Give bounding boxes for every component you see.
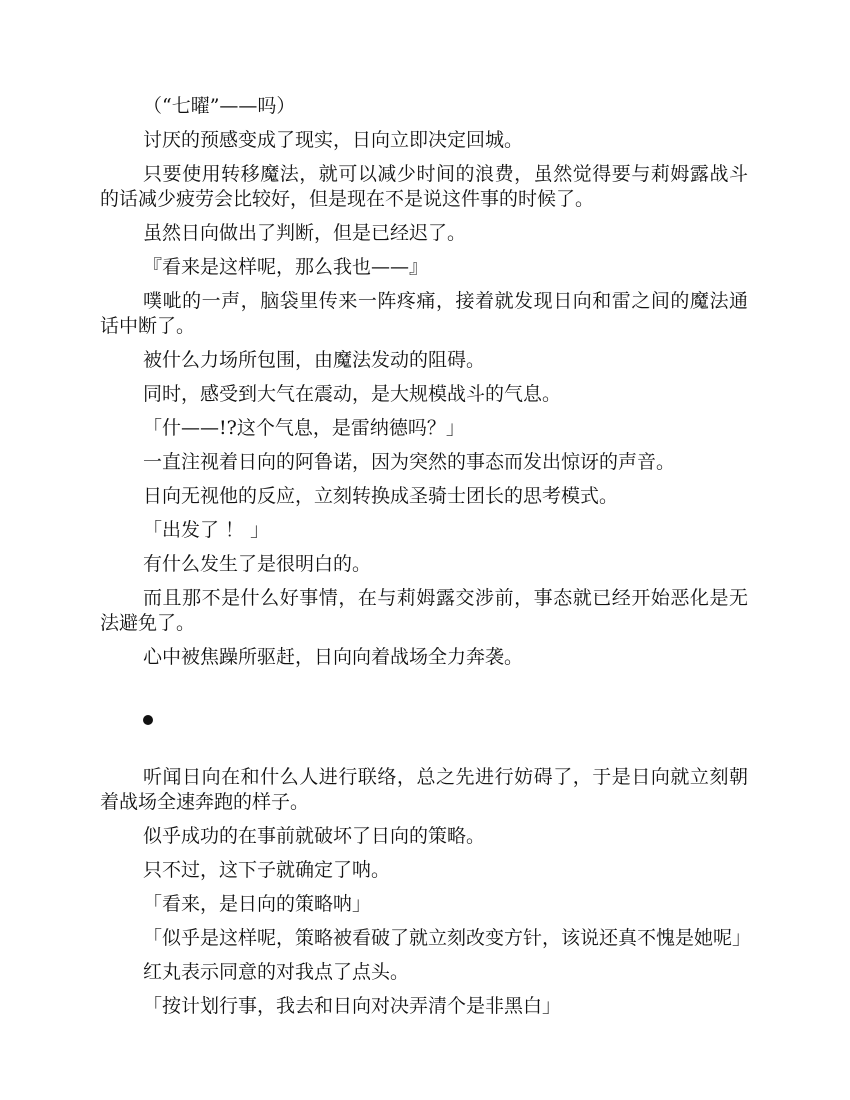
paragraph: 而且那不是什么好事情，在与莉姆露交涉前，事态就已经开始恶化是无法避免了。 (100, 587, 748, 634)
paragraph: 心中被焦躁所驱赶，日向向着战场全力奔袭。 (143, 646, 524, 668)
section-divider (100, 679, 748, 765)
bullet-icon (143, 715, 153, 725)
paragraph: 「按计划行事，我去和日向对决弄清个是非黑白」 (143, 995, 562, 1017)
paragraph: 噗呲的一声，脑袋里传来一阵疼痛，接着就发现日向和雷之间的魔法通话中断了。 (100, 290, 748, 337)
paragraph: 只不过，这下子就确定了呐。 (143, 859, 391, 881)
document-page (100, 94, 752, 1028)
paragraph: 有什么发生了是很明白的。 (143, 553, 372, 575)
paragraph: 被什么力场所包围，由魔法发动的阻碍。 (143, 349, 486, 371)
paragraph: 「出发了 ！ 」 (143, 519, 270, 541)
paragraph: 日向无视他的反应，立刻转换成圣骑士团长的思考模式。 (143, 485, 619, 507)
paragraph: 一直注视着日向的阿鲁诺，因为突然的事态而发出惊讶的声音。 (143, 451, 676, 473)
paragraph: 只要使用转移魔法，就可以减少时间的浪费，虽然觉得要与莉姆露战斗的话减少疲劳会比较好，但是现在不是说这件事的时候了。 (100, 163, 748, 210)
paragraph: 同时，感受到大气在震动，是大规模战斗的气息。 (143, 383, 562, 405)
paragraph: 「什——!?这个气息，是雷纳德吗？」 (143, 417, 465, 439)
paragraph: 「似乎是这样呢，策略被看破了就立刻改变方针，该说还真不愧是她呢」 (143, 927, 752, 949)
paragraph: 讨厌的预感变成了现实，日向立即决定回城。 (143, 129, 524, 151)
paragraph: 「看来，是日向的策略呐」 (143, 893, 372, 915)
paragraph: 『看来是这样呢，那么我也——』 (143, 256, 429, 278)
paragraph: 听闻日向在和什么人进行联络，总之先进行妨碍了，于是日向就立刻朝着战场全速奔跑的样子。 (100, 766, 748, 813)
paragraph: 虽然日向做出了判断，但是已经迟了。 (143, 222, 467, 244)
paragraph: （“七曜”——吗） (143, 95, 296, 117)
paragraph: 红丸表示同意的对我点了点头。 (143, 961, 410, 983)
paragraph: 似乎成功的在事前就破坏了日向的策略。 (143, 825, 486, 847)
